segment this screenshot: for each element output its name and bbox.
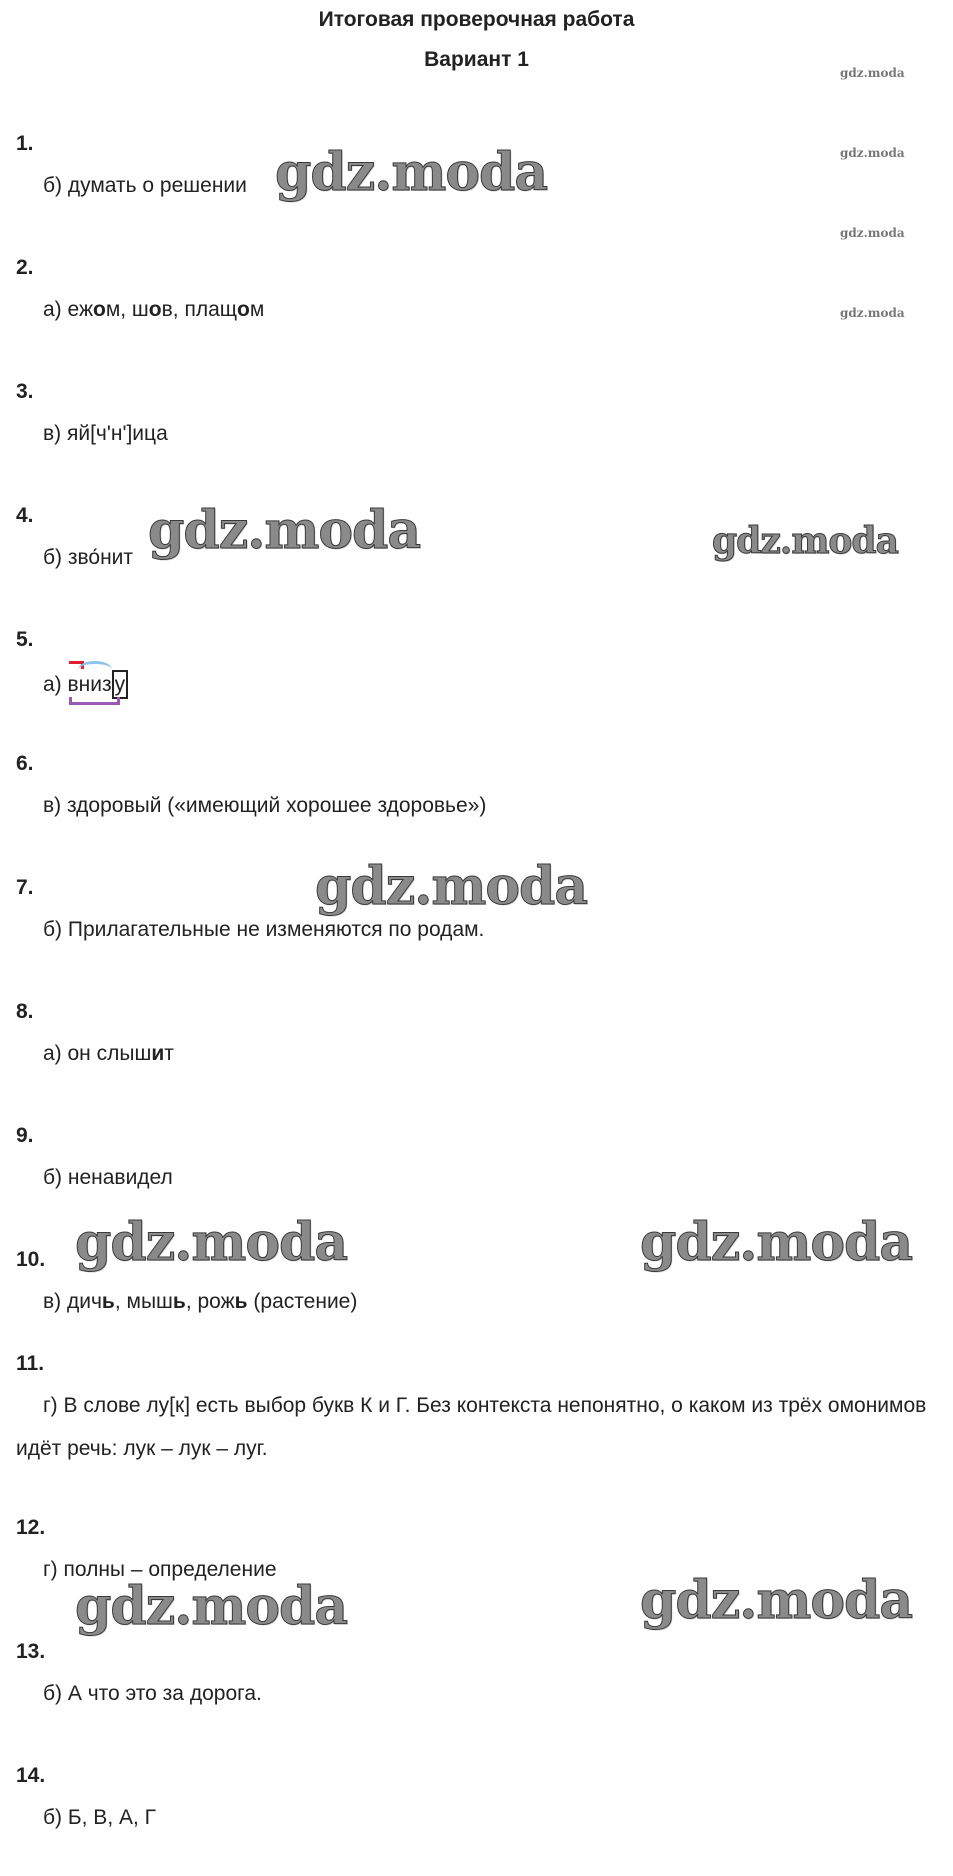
suffix-mark [69, 697, 120, 705]
answer-part: т [164, 1042, 174, 1065]
item-number: 13. [16, 1640, 46, 1663]
item-answer: в) здоровый («имеющий хорошее здоровье») [43, 794, 487, 817]
highlighted-letter: ь [101, 1290, 115, 1313]
watermark: gdz.moda [75, 1212, 348, 1273]
answer-prefix: а) [43, 673, 68, 696]
word-stem: вниз [67, 673, 112, 696]
item-number: 4. [16, 504, 34, 527]
highlighted-letter: ь [172, 1290, 186, 1313]
watermark-small: gdz.moda [840, 226, 905, 240]
item-number: 1. [16, 132, 34, 155]
answer-part: , мыш [114, 1290, 173, 1313]
item-number: 7. [16, 876, 34, 899]
morpheme-parsed-word [68, 670, 129, 699]
item-answer: б) А что это за дорога. [43, 1682, 262, 1705]
watermark: gdz.moda [148, 500, 421, 561]
watermark: gdz.moda [75, 1576, 348, 1637]
item-answer: б) зво́нит [43, 546, 134, 569]
item-answer [43, 670, 128, 699]
answer-part: а) он слыш [43, 1042, 152, 1065]
item-answer [43, 1290, 357, 1314]
answer-part: (растение) [247, 1290, 358, 1313]
answer-part: в) дич [43, 1290, 102, 1313]
watermark: gdz.moda [315, 856, 588, 917]
item-number: 10. [16, 1248, 46, 1271]
item-answer: б) Прилагательные не изменяются по родам. [43, 918, 485, 941]
item-number: 5. [16, 628, 34, 651]
watermark: gdz.moda [640, 1570, 913, 1631]
answer-part: м [249, 298, 265, 321]
item-answer: г) В слове лу[к] есть выбор букв К и Г. Без контекста непонятно, о каком из трёх омонимов идёт речь: лук – лук – луг. [16, 1394, 927, 1460]
highlighted-letter: о [237, 298, 250, 321]
answer-part: м, ш [105, 298, 149, 321]
word-ending: у [112, 670, 129, 699]
item-answer: б) Б, В, А, Г [43, 1806, 157, 1829]
item-answer: г) полны – определение [43, 1558, 277, 1581]
item-number: 9. [16, 1124, 34, 1147]
item-number: 3. [16, 380, 34, 403]
highlighted-letter: ь [234, 1290, 248, 1313]
item-answer [43, 298, 264, 322]
page-title: Итоговая проверочная работа [318, 8, 635, 31]
watermark-small: gdz.moda [840, 306, 905, 320]
highlighted-letter: и [151, 1042, 165, 1065]
item-number: 8. [16, 1000, 34, 1023]
watermark: gdz.moda [712, 520, 898, 562]
watermark: gdz.moda [640, 1212, 913, 1273]
item-answer: в) яй[ч'н']ица [43, 422, 168, 445]
answer-part: в, плащ [161, 298, 238, 321]
item-number: 11. [16, 1352, 45, 1375]
item-answer: б) думать о решении [43, 174, 247, 197]
item-number: 2. [16, 256, 34, 279]
variant-title: Вариант 1 [424, 48, 529, 71]
answer-part: , рож [185, 1290, 235, 1313]
item-number: 12. [16, 1516, 46, 1539]
watermark: gdz.moda [275, 142, 548, 203]
item-answer [43, 1042, 174, 1066]
item-number: 6. [16, 752, 34, 775]
root-arc [78, 661, 112, 678]
item-answer: б) ненавидел [43, 1166, 173, 1189]
item-number: 14. [16, 1764, 46, 1787]
watermark-small: gdz.moda [840, 146, 905, 160]
watermark-small: gdz.moda [840, 66, 905, 80]
answer-part: а) еж [43, 298, 93, 321]
highlighted-letter: о [93, 298, 106, 321]
highlighted-letter: о [148, 298, 162, 321]
